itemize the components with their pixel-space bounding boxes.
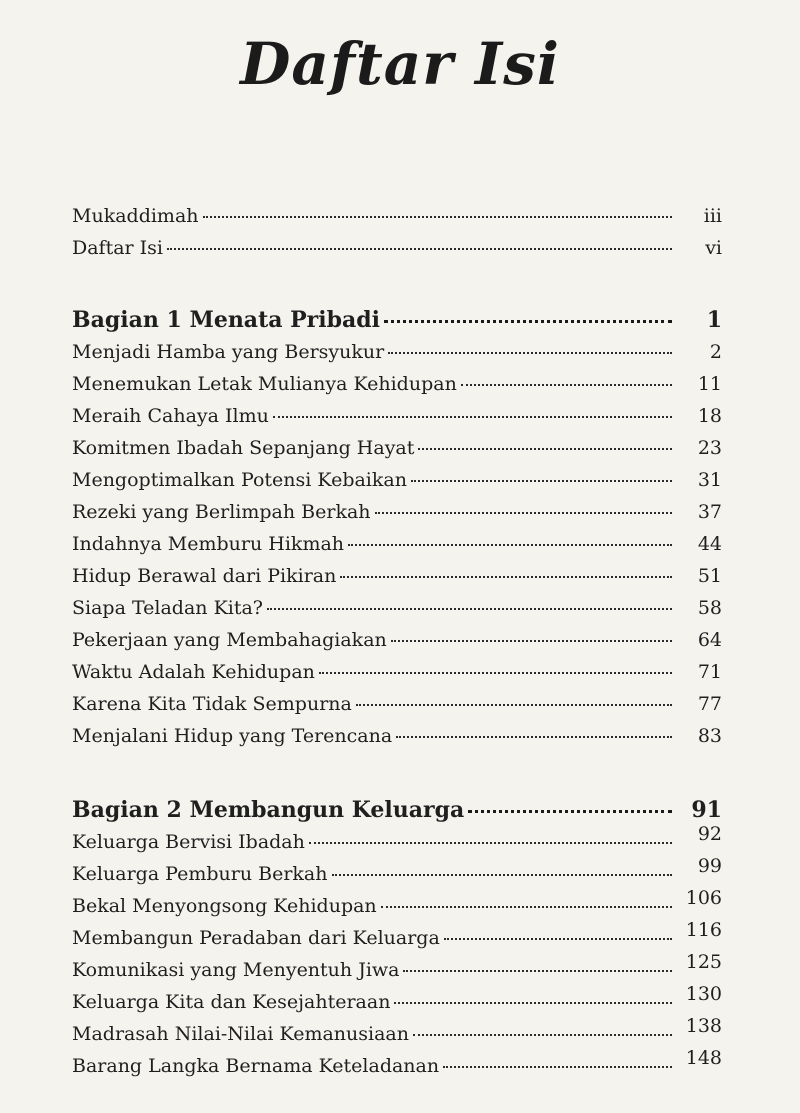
toc-entry-label: Karena Kita Tidak Sempurna (72, 693, 352, 715)
toc-section-heading[interactable] (72, 307, 722, 341)
toc-entry-page: 71 (697, 661, 722, 683)
toc-entry-label: Membangun Peradaban dari Keluarga (72, 927, 440, 949)
toc-entry-page: 116 (685, 919, 722, 941)
toc-entry[interactable] (72, 373, 722, 405)
dot-leader (444, 938, 672, 940)
toc-entry-page: 44 (697, 533, 722, 555)
toc-entry[interactable] (72, 437, 722, 469)
dot-leader (396, 736, 672, 738)
dot-leader (391, 640, 672, 642)
toc-entry[interactable] (72, 951, 722, 991)
toc-entry[interactable] (72, 725, 722, 757)
dot-leader (381, 906, 672, 908)
toc-section-2 (72, 797, 722, 1087)
toc-entry-label: Indahnya Memburu Hikmah (72, 533, 345, 555)
dot-leader (403, 970, 672, 972)
toc-entry[interactable] (72, 405, 722, 437)
toc-entry-label: Madrasah Nilai-Nilai Kemanusiaan (72, 1023, 409, 1045)
toc-entry-label: Hidup Berawal dari Pikiran (72, 565, 337, 587)
toc-entry-page: vi (705, 237, 722, 259)
dot-leader (411, 480, 672, 482)
toc-entry-page: 130 (685, 983, 722, 1005)
toc-entry-label: Komitmen Ibadah Sepanjang Hayat (72, 437, 415, 459)
toc-section-1 (72, 307, 722, 757)
toc-section-page: 1 (706, 307, 722, 333)
dot-leader (388, 352, 672, 354)
toc-entry[interactable] (72, 597, 722, 629)
toc-entry-page: 77 (697, 693, 722, 715)
toc-entry-page: 148 (685, 1047, 722, 1069)
toc-entry-label: Keluarga Kita dan Kesejahteraan (72, 991, 391, 1013)
toc-entry-label: Siapa Teladan Kita? (72, 597, 263, 619)
dot-leader (468, 810, 672, 813)
dot-leader (443, 1066, 672, 1068)
toc-entry-page: 11 (697, 373, 722, 395)
toc-entry-label: Menjadi Hamba yang Bersyukur (72, 341, 385, 363)
toc-entry[interactable] (72, 501, 722, 533)
dot-leader (461, 384, 672, 386)
toc-entry-page: 37 (697, 501, 722, 523)
toc-entry[interactable] (72, 983, 722, 1023)
dot-leader (319, 672, 672, 674)
toc-entry-page: 2 (709, 341, 722, 363)
toc-entry-label: Barang Langka Bernama Keteladanan (72, 1055, 440, 1077)
toc-entry-label: Pekerjaan yang Membahagiakan (72, 629, 387, 651)
toc-section-label: Bagian 2 Membangun Keluarga (72, 797, 465, 823)
dot-leader (273, 416, 672, 418)
toc-entry-page: 92 (697, 823, 722, 845)
toc-entry-mukaddimah[interactable] (72, 205, 722, 237)
dot-leader (203, 216, 672, 218)
dot-leader (384, 320, 672, 323)
dot-leader (356, 704, 672, 706)
toc-entry-page: 125 (685, 951, 722, 973)
toc-entry-label: Bekal Menyongsong Kehidupan (72, 895, 377, 917)
toc-entry-label: Waktu Adalah Kehidupan (72, 661, 315, 683)
toc-entry-page: 58 (697, 597, 722, 619)
toc-entry[interactable] (72, 341, 722, 373)
toc-entry-page: 106 (685, 887, 722, 909)
toc-entry-label: Meraih Cahaya Ilmu (72, 405, 269, 427)
dot-leader (394, 1002, 672, 1004)
dot-leader (348, 544, 672, 546)
page-title: Daftar Isi (240, 30, 560, 98)
toc-entry-label: Rezeki yang Berlimpah Berkah (72, 501, 371, 523)
toc-section-label: Bagian 1 Menata Pribadi (72, 307, 381, 333)
toc-entry[interactable] (72, 1047, 722, 1087)
dot-leader (340, 576, 672, 578)
toc-entry[interactable] (72, 823, 722, 863)
toc-entry[interactable] (72, 887, 722, 927)
toc-entry-label: Mengoptimalkan Potensi Kebaikan (72, 469, 407, 491)
dot-leader (375, 512, 672, 514)
toc-entry-page: 83 (697, 725, 722, 747)
toc-entry-page: 18 (697, 405, 722, 427)
toc-entry[interactable] (72, 629, 722, 661)
toc-section-page: 91 (691, 797, 722, 823)
toc-entry-label: Keluarga Pemburu Berkah (72, 863, 328, 885)
toc-entry-label: Mukaddimah (72, 205, 199, 227)
toc-entry[interactable] (72, 855, 722, 895)
dot-leader (418, 448, 672, 450)
toc-entry[interactable] (72, 693, 722, 725)
dot-leader (167, 248, 672, 250)
toc-entry-page: 51 (697, 565, 722, 587)
toc-entry-page: 23 (697, 437, 722, 459)
toc-entry[interactable] (72, 565, 722, 597)
toc-section-heading[interactable] (72, 797, 722, 831)
toc-entry-page: 99 (697, 855, 722, 877)
toc-entry-label: Menemukan Letak Mulianya Kehidupan (72, 373, 457, 395)
toc-entry[interactable] (72, 469, 722, 501)
table-of-contents (72, 205, 722, 1087)
toc-entry-page: 31 (697, 469, 722, 491)
dot-leader (413, 1034, 672, 1036)
toc-entry-label: Komunikasi yang Menyentuh Jiwa (72, 959, 400, 981)
toc-entry-label: Daftar Isi (72, 237, 164, 259)
toc-entry-label: Keluarga Bervisi Ibadah (72, 831, 305, 853)
toc-entry[interactable] (72, 919, 722, 959)
toc-entry[interactable] (72, 533, 722, 565)
dot-leader (267, 608, 672, 610)
dot-leader (332, 874, 673, 876)
toc-entry[interactable] (72, 661, 722, 693)
toc-entry-page: 138 (685, 1015, 722, 1037)
toc-entry-label: Menjalani Hidup yang Terencana (72, 725, 393, 747)
dot-leader (309, 842, 672, 844)
toc-entry-daftar-isi[interactable] (72, 237, 722, 269)
toc-entry[interactable] (72, 1015, 722, 1055)
toc-entry-page: iii (703, 205, 722, 227)
toc-entry-page: 64 (697, 629, 722, 651)
